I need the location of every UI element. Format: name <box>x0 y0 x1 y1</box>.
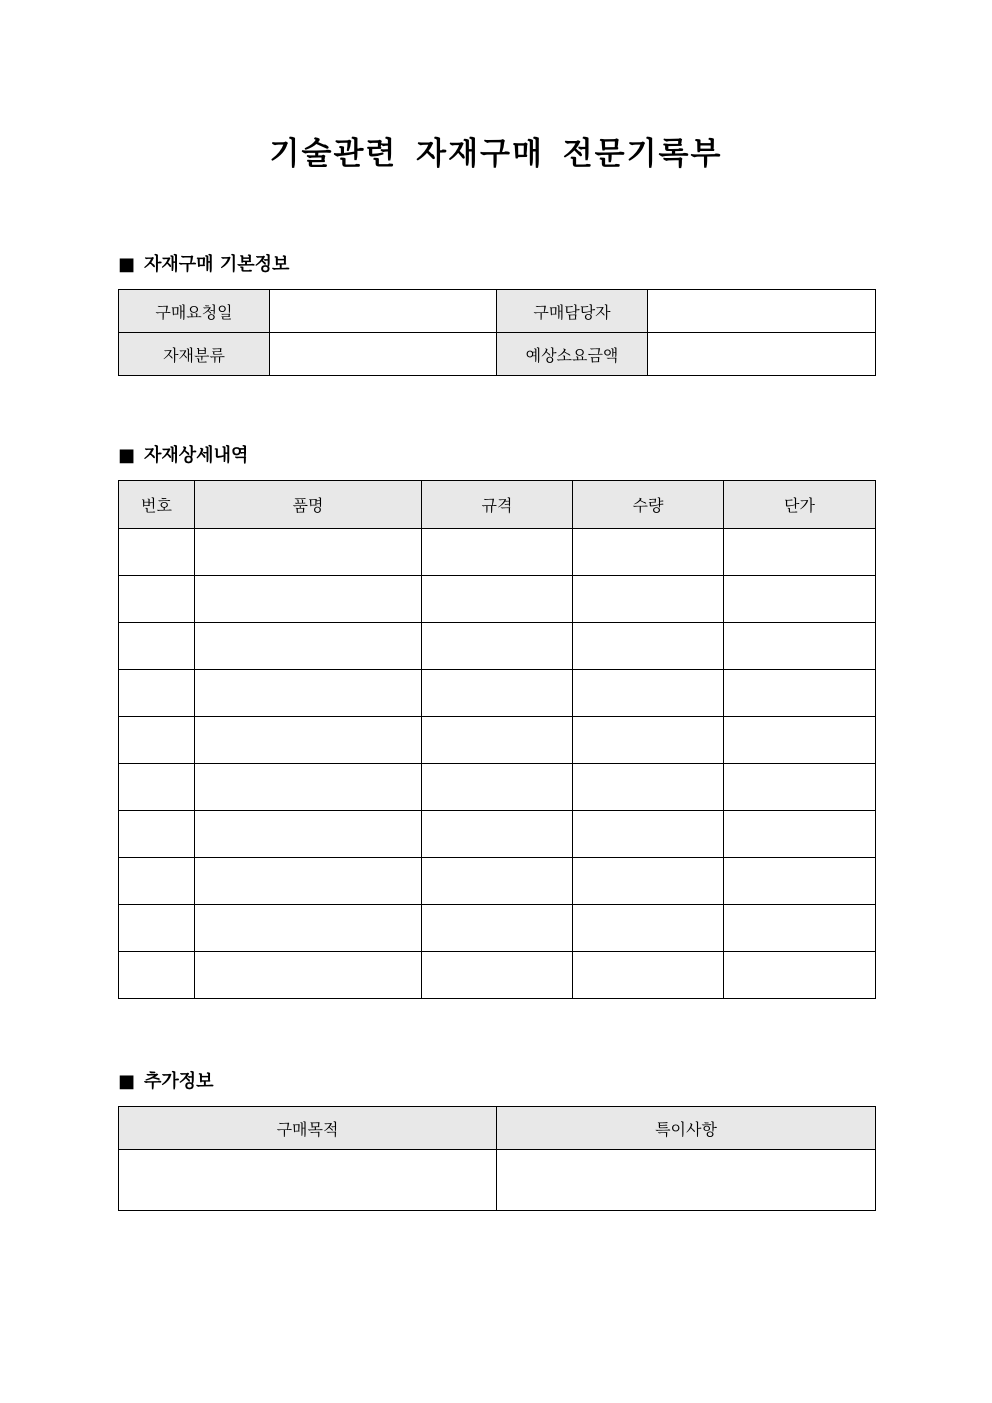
section-heading-label: 자재구매 기본정보 <box>144 254 290 275</box>
unit-price-cell[interactable] <box>724 623 876 670</box>
extra-info-table <box>118 1106 876 1211</box>
spec-cell[interactable] <box>422 576 573 623</box>
table-row <box>119 623 876 670</box>
purchase-manager-label: 구매담당자 <box>497 290 648 333</box>
unit-price-cell[interactable] <box>724 764 876 811</box>
table-row <box>119 717 876 764</box>
number-cell[interactable] <box>119 576 195 623</box>
table-row <box>119 529 876 576</box>
spec-cell[interactable] <box>422 905 573 952</box>
number-cell[interactable] <box>119 811 195 858</box>
table-row <box>119 811 876 858</box>
quantity-cell[interactable] <box>573 576 724 623</box>
table-row <box>119 952 876 999</box>
number-cell[interactable] <box>119 670 195 717</box>
quantity-cell[interactable] <box>573 670 724 717</box>
table-row <box>119 576 876 623</box>
table-row <box>119 764 876 811</box>
table-row <box>119 670 876 717</box>
column-header-spec: 규격 <box>422 481 573 529</box>
column-header-item-name: 품명 <box>195 481 422 529</box>
spec-cell[interactable] <box>422 529 573 576</box>
quantity-cell[interactable] <box>573 764 724 811</box>
unit-price-cell[interactable] <box>724 811 876 858</box>
spec-cell[interactable] <box>422 670 573 717</box>
quantity-cell[interactable] <box>573 811 724 858</box>
quantity-cell[interactable] <box>573 623 724 670</box>
spec-cell[interactable] <box>422 623 573 670</box>
unit-price-cell[interactable] <box>724 576 876 623</box>
spec-cell[interactable] <box>422 952 573 999</box>
table-row <box>119 1150 876 1211</box>
item-name-cell[interactable] <box>195 623 422 670</box>
quantity-cell[interactable] <box>573 952 724 999</box>
material-category-label: 자재분류 <box>119 333 270 376</box>
purpose-field[interactable] <box>119 1150 497 1211</box>
quantity-cell[interactable] <box>573 717 724 764</box>
unit-price-cell[interactable] <box>724 670 876 717</box>
unit-price-cell[interactable] <box>724 858 876 905</box>
number-cell[interactable] <box>119 905 195 952</box>
column-header-quantity: 수량 <box>573 481 724 529</box>
quantity-cell[interactable] <box>573 905 724 952</box>
item-name-cell[interactable] <box>195 811 422 858</box>
unit-price-cell[interactable] <box>724 952 876 999</box>
detail-table <box>118 480 876 999</box>
square-bullet-icon: ■ <box>118 1071 136 1092</box>
table-header-row <box>119 481 876 529</box>
purchase-manager-field[interactable] <box>648 290 876 333</box>
section-heading-basic-info <box>118 253 289 277</box>
column-header-purpose: 구매목적 <box>119 1107 497 1150</box>
item-name-cell[interactable] <box>195 529 422 576</box>
table-header-row <box>119 1107 876 1150</box>
basic-info-table <box>118 289 876 376</box>
number-cell[interactable] <box>119 952 195 999</box>
column-header-remarks: 특이사항 <box>497 1107 876 1150</box>
section-heading-details <box>118 444 248 468</box>
number-cell[interactable] <box>119 858 195 905</box>
spec-cell[interactable] <box>422 764 573 811</box>
material-category-field[interactable] <box>270 333 497 376</box>
column-header-number: 번호 <box>119 481 195 529</box>
item-name-cell[interactable] <box>195 717 422 764</box>
item-name-cell[interactable] <box>195 952 422 999</box>
item-name-cell[interactable] <box>195 858 422 905</box>
section-heading-label: 추가정보 <box>144 1071 214 1092</box>
unit-price-cell[interactable] <box>724 717 876 764</box>
quantity-cell[interactable] <box>573 858 724 905</box>
request-date-label: 구매요청일 <box>119 290 270 333</box>
number-cell[interactable] <box>119 764 195 811</box>
item-name-cell[interactable] <box>195 905 422 952</box>
table-row <box>119 905 876 952</box>
section-heading-label: 자재상세내역 <box>144 445 249 466</box>
unit-price-cell[interactable] <box>724 529 876 576</box>
spec-cell[interactable] <box>422 717 573 764</box>
item-name-cell[interactable] <box>195 670 422 717</box>
document-title: 기술관련 자재구매 전문기록부 <box>269 136 723 172</box>
number-cell[interactable] <box>119 623 195 670</box>
number-cell[interactable] <box>119 717 195 764</box>
estimated-amount-label: 예상소요금액 <box>497 333 648 376</box>
square-bullet-icon: ■ <box>118 445 136 466</box>
square-bullet-icon: ■ <box>118 254 136 275</box>
table-row <box>119 858 876 905</box>
item-name-cell[interactable] <box>195 764 422 811</box>
spec-cell[interactable] <box>422 858 573 905</box>
unit-price-cell[interactable] <box>724 905 876 952</box>
table-row <box>119 290 876 333</box>
column-header-unit-price: 단가 <box>724 481 876 529</box>
request-date-field[interactable] <box>270 290 497 333</box>
item-name-cell[interactable] <box>195 576 422 623</box>
remarks-field[interactable] <box>497 1150 876 1211</box>
section-heading-extra-info <box>118 1070 214 1094</box>
quantity-cell[interactable] <box>573 529 724 576</box>
estimated-amount-field[interactable] <box>648 333 876 376</box>
table-row <box>119 333 876 376</box>
spec-cell[interactable] <box>422 811 573 858</box>
number-cell[interactable] <box>119 529 195 576</box>
